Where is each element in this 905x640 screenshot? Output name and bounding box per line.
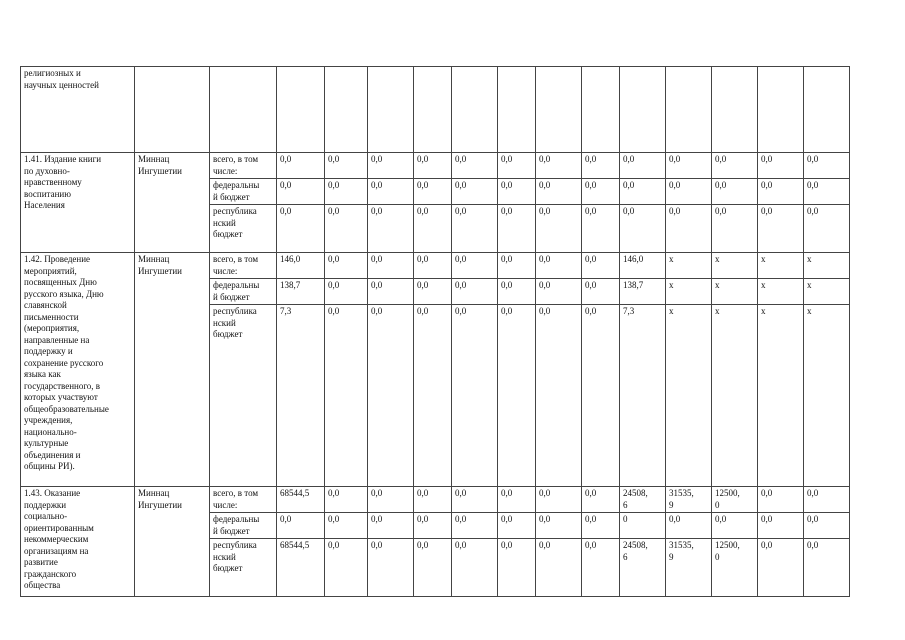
value-cell: 0: [620, 513, 666, 539]
value-cell: 0,0: [368, 205, 414, 253]
value-cell: 0,0: [414, 513, 452, 539]
measure-cell: религиозных и научных ценностей: [21, 67, 135, 153]
value-cell: 0,0: [620, 179, 666, 205]
value-cell: 0,0: [804, 153, 850, 179]
value-cell: 0,0: [498, 279, 536, 305]
value-cell: 0,0: [758, 513, 804, 539]
value-cell: 0,0: [536, 253, 582, 279]
value-cell: 0,0: [325, 179, 368, 205]
value-cell: 0,0: [452, 279, 498, 305]
value-cell: 0,0: [582, 153, 620, 179]
value-cell: 0,0: [804, 205, 850, 253]
value-cell: 12500, 0: [712, 539, 758, 597]
value-cell: 0,0: [368, 305, 414, 487]
value-cell: 0,0: [620, 205, 666, 253]
value-cell: [804, 67, 850, 153]
value-cell: x: [804, 253, 850, 279]
value-cell: 0,0: [414, 539, 452, 597]
source-cell: республика нский бюджет: [210, 305, 277, 487]
value-cell: 0,0: [452, 205, 498, 253]
value-cell: 0,0: [582, 487, 620, 513]
value-cell: 0,0: [452, 153, 498, 179]
value-cell: 24508, 6: [620, 487, 666, 513]
value-cell: 0,0: [368, 539, 414, 597]
value-cell: 0,0: [325, 305, 368, 487]
value-cell: 0,0: [277, 179, 325, 205]
value-cell: [582, 67, 620, 153]
value-cell: 146,0: [620, 253, 666, 279]
continuation-row: [21, 67, 850, 153]
value-cell: 138,7: [277, 279, 325, 305]
value-cell: 24508, 6: [620, 539, 666, 597]
value-cell: x: [712, 253, 758, 279]
measure-cell: 1.43. Оказание поддержки социально- ориентированным некоммерческим организациям на развитие гражданского общества: [21, 487, 135, 597]
source-cell: всего, в том числе:: [210, 253, 277, 279]
value-cell: 0,0: [277, 513, 325, 539]
table-row: [21, 253, 850, 279]
value-cell: 0,0: [582, 539, 620, 597]
value-cell: 0,0: [325, 487, 368, 513]
value-cell: x: [666, 279, 712, 305]
value-cell: 0,0: [536, 539, 582, 597]
value-cell: x: [804, 279, 850, 305]
value-cell: 0,0: [712, 205, 758, 253]
value-cell: 0,0: [452, 179, 498, 205]
value-cell: 0,0: [758, 487, 804, 513]
value-cell: 0,0: [325, 253, 368, 279]
value-cell: [414, 67, 452, 153]
value-cell: x: [758, 253, 804, 279]
source-cell: [210, 67, 277, 153]
value-cell: 0,0: [666, 153, 712, 179]
value-cell: 0,0: [414, 205, 452, 253]
value-cell: 0,0: [452, 513, 498, 539]
value-cell: [368, 67, 414, 153]
value-cell: 0,0: [414, 305, 452, 487]
value-cell: 0,0: [368, 487, 414, 513]
value-cell: 0,0: [582, 305, 620, 487]
source-cell: республика нский бюджет: [210, 205, 277, 253]
value-cell: [277, 67, 325, 153]
value-cell: 0,0: [582, 513, 620, 539]
value-cell: 0,0: [666, 205, 712, 253]
source-cell: всего, в том числе:: [210, 153, 277, 179]
value-cell: 0,0: [414, 279, 452, 305]
value-cell: 0,0: [498, 253, 536, 279]
source-cell: федеральны й бюджет: [210, 179, 277, 205]
value-cell: 0,0: [536, 487, 582, 513]
value-cell: 0,0: [620, 153, 666, 179]
executor-cell: Миннац Ингушетии: [135, 487, 210, 597]
value-cell: 146,0: [277, 253, 325, 279]
value-cell: 0,0: [582, 179, 620, 205]
value-cell: 0,0: [804, 179, 850, 205]
value-cell: 0,0: [582, 279, 620, 305]
value-cell: [536, 67, 582, 153]
value-cell: 0,0: [758, 153, 804, 179]
value-cell: 0,0: [414, 253, 452, 279]
value-cell: 0,0: [804, 539, 850, 597]
value-cell: x: [666, 253, 712, 279]
value-cell: [758, 67, 804, 153]
measure-cell: 1.41. Издание книги по духовно- нравственному воспитанию Населения: [21, 153, 135, 253]
value-cell: 0,0: [277, 205, 325, 253]
value-cell: x: [712, 305, 758, 487]
value-cell: 0,0: [758, 205, 804, 253]
value-cell: 0,0: [536, 179, 582, 205]
value-cell: 0,0: [498, 513, 536, 539]
value-cell: 0,0: [758, 539, 804, 597]
value-cell: 0,0: [712, 513, 758, 539]
value-cell: 0,0: [536, 305, 582, 487]
source-cell: республика нский бюджет: [210, 539, 277, 597]
table-row: [21, 153, 850, 179]
value-cell: 0,0: [325, 513, 368, 539]
source-cell: федеральны й бюджет: [210, 513, 277, 539]
value-cell: 0,0: [498, 305, 536, 487]
value-cell: [325, 67, 368, 153]
value-cell: [498, 67, 536, 153]
value-cell: 0,0: [452, 539, 498, 597]
value-cell: 7,3: [620, 305, 666, 487]
value-cell: 0,0: [325, 153, 368, 179]
value-cell: 0,0: [325, 539, 368, 597]
table-body: [21, 67, 850, 597]
value-cell: x: [712, 279, 758, 305]
value-cell: 0,0: [368, 279, 414, 305]
value-cell: 0,0: [712, 153, 758, 179]
value-cell: 0,0: [414, 487, 452, 513]
value-cell: 0,0: [452, 305, 498, 487]
executor-cell: Миннац Ингушетии: [135, 253, 210, 487]
value-cell: 0,0: [536, 279, 582, 305]
value-cell: 68544,5: [277, 539, 325, 597]
executor-cell: [135, 67, 210, 153]
budget-table: [20, 66, 850, 597]
value-cell: 0,0: [666, 179, 712, 205]
value-cell: 31535, 9: [666, 539, 712, 597]
value-cell: 0,0: [536, 205, 582, 253]
value-cell: x: [758, 279, 804, 305]
value-cell: 0,0: [414, 153, 452, 179]
value-cell: 0,0: [758, 179, 804, 205]
value-cell: 0,0: [414, 179, 452, 205]
source-cell: всего, в том числе:: [210, 487, 277, 513]
value-cell: 0,0: [368, 179, 414, 205]
value-cell: x: [758, 305, 804, 487]
value-cell: 0,0: [277, 153, 325, 179]
value-cell: 0,0: [452, 487, 498, 513]
value-cell: 0,0: [498, 179, 536, 205]
value-cell: [712, 67, 758, 153]
value-cell: 0,0: [666, 513, 712, 539]
value-cell: 0,0: [325, 205, 368, 253]
value-cell: 0,0: [712, 179, 758, 205]
value-cell: 0,0: [325, 279, 368, 305]
table-row: [21, 487, 850, 513]
value-cell: 0,0: [804, 513, 850, 539]
measure-cell: 1.42. Проведение мероприятий, посвященных Дню русского языка, Дню славянской письменности (мероприятия, направленные на поддержку и сохранение русского языка как государственного, в которых участвуют общеобразовательные учреждения, национально- культурные объединения и общины РИ).: [21, 253, 135, 487]
value-cell: 31535, 9: [666, 487, 712, 513]
value-cell: 7,3: [277, 305, 325, 487]
value-cell: 0,0: [498, 539, 536, 597]
source-cell: федеральны й бюджет: [210, 279, 277, 305]
value-cell: 0,0: [804, 487, 850, 513]
value-cell: 0,0: [452, 253, 498, 279]
value-cell: [452, 67, 498, 153]
value-cell: 0,0: [536, 153, 582, 179]
executor-cell: Миннац Ингушетии: [135, 153, 210, 253]
value-cell: x: [666, 305, 712, 487]
value-cell: 0,0: [582, 253, 620, 279]
value-cell: 0,0: [498, 205, 536, 253]
value-cell: 0,0: [498, 153, 536, 179]
value-cell: 138,7: [620, 279, 666, 305]
value-cell: 68544,5: [277, 487, 325, 513]
value-cell: [666, 67, 712, 153]
value-cell: [620, 67, 666, 153]
value-cell: 0,0: [368, 253, 414, 279]
value-cell: x: [804, 305, 850, 487]
value-cell: 0,0: [498, 487, 536, 513]
value-cell: 0,0: [368, 153, 414, 179]
value-cell: 12500, 0: [712, 487, 758, 513]
value-cell: 0,0: [536, 513, 582, 539]
value-cell: 0,0: [368, 513, 414, 539]
value-cell: 0,0: [582, 205, 620, 253]
